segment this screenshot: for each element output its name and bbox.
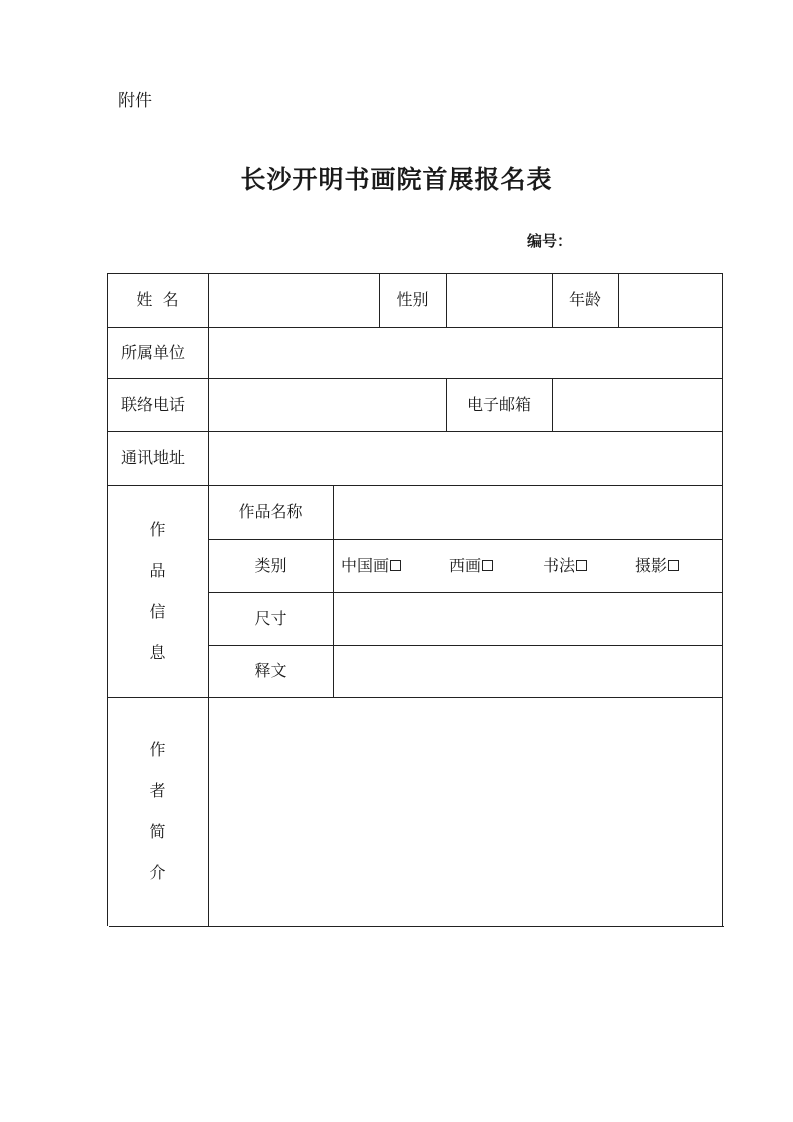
- work-info-char: 信: [149, 601, 166, 621]
- address-label: 通讯地址: [121, 448, 186, 467]
- name-label: 姓 名: [136, 290, 179, 309]
- age-label: 年龄: [568, 290, 601, 309]
- category-option-label: 摄影: [635, 555, 668, 575]
- checkbox-icon[interactable]: [482, 560, 493, 571]
- bio-char: 作: [149, 740, 166, 759]
- work-name-input[interactable]: [333, 485, 722, 539]
- gender-input[interactable]: [446, 273, 552, 327]
- email-label: 电子邮箱: [466, 394, 531, 414]
- email-input[interactable]: [552, 378, 722, 431]
- unit-input[interactable]: [208, 327, 722, 378]
- work-info-section-label: [107, 485, 208, 697]
- serial-label: 编号：: [527, 232, 573, 250]
- phone-input[interactable]: [208, 378, 446, 431]
- bio-char: 者: [149, 781, 166, 800]
- size-label: 尺寸: [254, 608, 287, 628]
- work-name-label: 作品名称: [238, 502, 303, 521]
- checkbox-icon[interactable]: [668, 560, 679, 571]
- size-input[interactable]: [333, 592, 722, 645]
- bio-section-label: [107, 697, 208, 926]
- address-input[interactable]: [208, 431, 722, 485]
- phone-label: 联络电话: [121, 394, 186, 414]
- category-option-western-painting[interactable]: [449, 555, 543, 575]
- age-input[interactable]: [618, 273, 722, 327]
- page-title: 长沙开明书画院首展报名表: [240, 165, 553, 194]
- category-option-chinese-painting[interactable]: [341, 555, 449, 575]
- checkbox-icon[interactable]: [576, 560, 587, 571]
- text-input[interactable]: [333, 645, 722, 697]
- checkbox-icon[interactable]: [390, 560, 401, 571]
- bio-input[interactable]: [208, 697, 722, 926]
- category-option-calligraphy[interactable]: [543, 555, 635, 575]
- attachment-label: 附件: [118, 91, 152, 111]
- table-border-right: [722, 273, 723, 926]
- category-options: [333, 539, 722, 592]
- category-option-label: 西画: [449, 555, 482, 575]
- name-input[interactable]: [208, 273, 379, 327]
- category-option-label: 书法: [543, 555, 576, 575]
- work-info-char: 作: [149, 519, 166, 539]
- work-info-char: 息: [149, 642, 166, 662]
- gender-label: 性别: [396, 290, 429, 309]
- table-border-bottom: [109, 926, 724, 927]
- category-option-label: 中国画: [341, 555, 390, 575]
- category-option-photography[interactable]: [635, 555, 679, 575]
- text-label: 释文: [254, 661, 287, 680]
- category-label: 类别: [254, 555, 287, 575]
- unit-label: 所属单位: [121, 342, 186, 362]
- bio-char: 简: [149, 822, 166, 841]
- work-info-char: 品: [149, 560, 166, 580]
- bio-char: 介: [149, 863, 166, 882]
